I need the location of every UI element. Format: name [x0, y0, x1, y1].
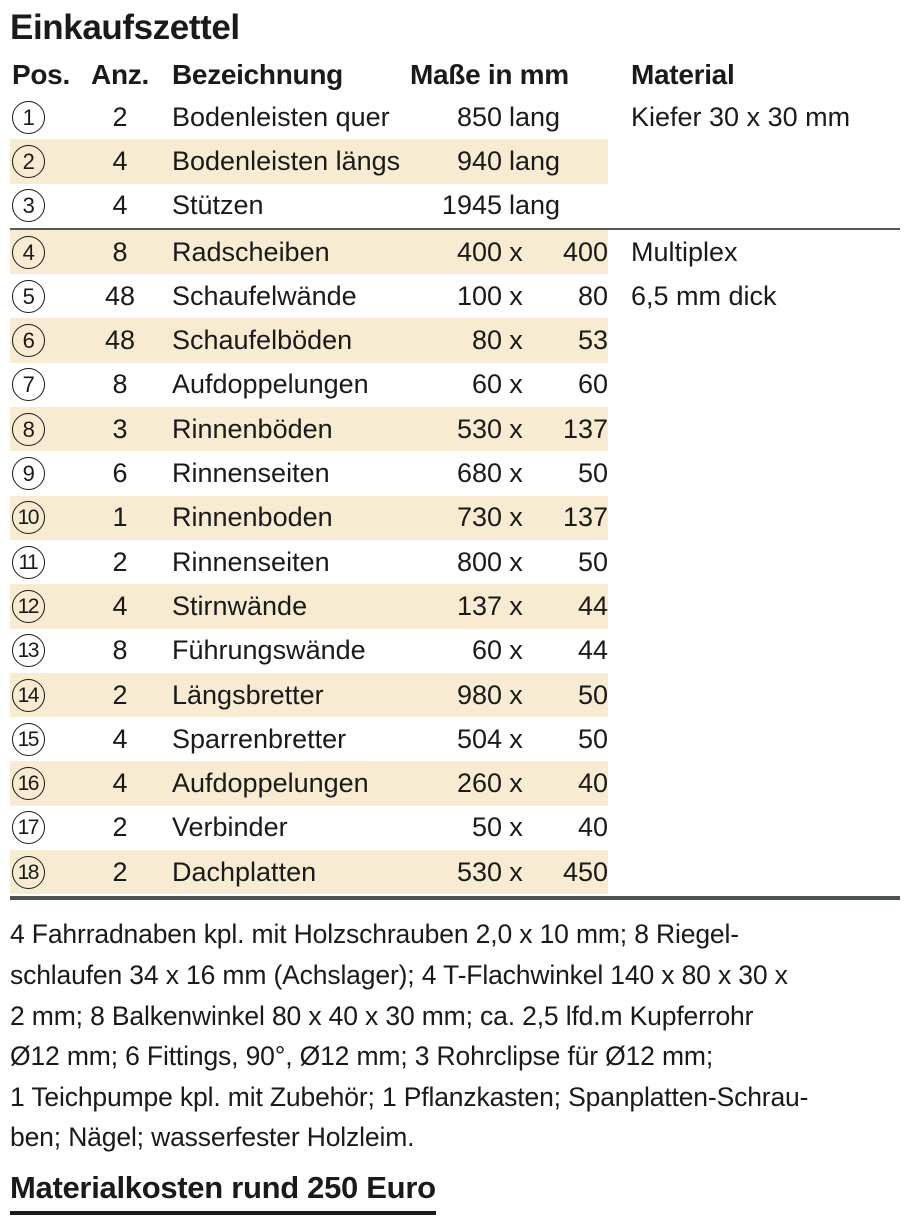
dimension-second-value: 50 [577, 546, 608, 577]
cell-material: 6,5 mm dick [631, 280, 777, 311]
cell-quantity: 2 [112, 101, 128, 132]
dimension-suffix: lang [509, 145, 561, 176]
cell-description: Verbinder [172, 812, 288, 843]
position-circle-badge: 18 [12, 856, 45, 889]
dimension-second-value: 50 [577, 458, 608, 489]
cell-dimensions [410, 192, 608, 219]
table-row [10, 629, 900, 673]
cell-dimensions [410, 679, 608, 710]
dimension-first-value: 940 [456, 145, 502, 176]
dimension-second-value: 40 [577, 768, 608, 799]
dimension-second-value: 50 [577, 723, 608, 754]
table-row [10, 717, 900, 761]
cell-quantity: 4 [112, 723, 128, 754]
cell-quantity: 2 [112, 546, 128, 577]
position-circle-badge: 5 [12, 280, 45, 313]
cell-description: Dachplatten [172, 856, 317, 887]
cell-description: Rinnenseiten [172, 546, 330, 577]
dimension-first-value: 504 [456, 723, 502, 754]
dimension-second-value: 137 [562, 502, 608, 533]
cell-position [10, 280, 78, 313]
cell-quantity: 4 [112, 190, 128, 221]
column-header-masse-label: Maße in mm [410, 58, 569, 90]
dimension-separator: x [509, 236, 523, 267]
cell-dimensions [410, 280, 608, 311]
cell-material: Multiplex [631, 236, 738, 267]
table-row [10, 540, 900, 584]
cell-quantity: 4 [112, 768, 128, 799]
table-row [10, 274, 900, 318]
column-header-bezeichnung: Bezeichnung [172, 58, 343, 90]
dimension-separator: x [509, 812, 523, 843]
position-circle-badge: 11 [12, 546, 45, 579]
dimension-first-value: 100 [456, 280, 502, 311]
position-circle-badge: 17 [12, 811, 45, 844]
dimension-first-value: 980 [456, 679, 502, 710]
dimension-first-value: 850 [456, 101, 502, 132]
cell-position [10, 413, 78, 446]
dimension-suffix: lang [509, 101, 561, 132]
cell-dimensions [410, 236, 608, 267]
cell-dimensions [410, 460, 608, 487]
dimension-second-value: 44 [577, 590, 608, 621]
dimension-first-value: 260 [456, 768, 502, 799]
cell-dimensions [410, 856, 608, 887]
cell-description: Rinnenseiten [172, 458, 330, 489]
dimension-second-value: 400 [562, 236, 608, 267]
dimension-second-value: 450 [562, 856, 608, 887]
cell-position [10, 590, 78, 623]
notes-line: 4 Fahrradnaben kpl. mit Holzschrauben 2,0 x 10 mm; 8 Riegel- [10, 919, 739, 950]
position-circle-badge: 1 [12, 101, 45, 134]
cell-quantity: 6 [112, 458, 128, 489]
dimension-separator: x [509, 458, 523, 489]
position-circle-badge: 12 [12, 590, 45, 623]
table-row [10, 139, 900, 183]
cell-dimensions [410, 145, 608, 176]
cell-dimensions [410, 371, 608, 398]
cell-description: Führungswände [172, 635, 366, 666]
cell-description: Aufdoppelungen [172, 369, 369, 400]
position-circle-badge: 3 [12, 189, 45, 222]
cell-position [10, 324, 78, 357]
column-header-anz: Anz. [91, 58, 149, 90]
cell-quantity: 2 [112, 812, 128, 843]
cell-description: Rinnenboden [172, 502, 333, 533]
notes-line: ben; Nägel; wasserfester Holzleim. [10, 1122, 415, 1153]
dimension-first-value: 400 [456, 236, 502, 267]
cell-quantity: 4 [112, 590, 128, 621]
dimension-first-value: 680 [456, 458, 502, 489]
cell-description: Schaufelböden [172, 325, 353, 356]
position-circle-badge: 9 [12, 457, 45, 490]
dimension-separator: x [509, 856, 523, 887]
dimension-first-value: 530 [456, 413, 502, 444]
dimension-first-value: 530 [456, 856, 502, 887]
position-circle-badge: 2 [12, 145, 45, 178]
cell-dimensions [410, 504, 608, 531]
cell-description: Stützen [172, 190, 264, 221]
position-circle-badge: 14 [12, 679, 45, 712]
cell-position [10, 457, 78, 490]
table-header-row [10, 54, 900, 95]
table-row [10, 584, 900, 628]
dimension-second-value: 50 [577, 679, 608, 710]
cell-quantity: 8 [112, 236, 128, 267]
dimension-separator: x [509, 635, 523, 666]
cell-description: Rinnenböden [172, 413, 333, 444]
cell-position [10, 189, 78, 222]
cell-quantity: 8 [112, 635, 128, 666]
dimension-first-value: 800 [456, 546, 502, 577]
cell-position [10, 546, 78, 579]
cell-position [10, 236, 78, 269]
dimension-second-value: 60 [577, 369, 608, 400]
cell-description: Stirnwände [172, 590, 308, 621]
cell-quantity: 1 [112, 502, 128, 533]
cell-dimensions [410, 770, 608, 797]
table-body [10, 95, 900, 894]
dimension-first-value: 137 [456, 590, 502, 621]
cell-dimensions [410, 637, 608, 664]
cell-position [10, 723, 78, 756]
position-circle-badge: 15 [12, 723, 45, 756]
cell-position [10, 634, 78, 667]
cell-quantity: 8 [112, 369, 128, 400]
dimension-first-value: 80 [471, 325, 502, 356]
cell-dimensions [410, 546, 608, 577]
dimension-second-value: 53 [577, 325, 608, 356]
cell-description: Bodenleisten längs [172, 145, 401, 176]
cell-dimensions [410, 590, 608, 621]
table-row [10, 363, 900, 407]
column-header-pos: Pos. [12, 58, 70, 90]
table-row [10, 407, 900, 451]
dimension-second-value: 40 [577, 812, 608, 843]
cell-position [10, 767, 78, 800]
position-circle-badge: 10 [12, 501, 45, 534]
dimension-separator: x [509, 280, 523, 311]
cell-quantity: 48 [104, 325, 136, 356]
page-title: Einkaufszettel [10, 8, 240, 47]
position-circle-badge: 4 [12, 236, 45, 269]
dimension-first-value: 60 [471, 635, 502, 666]
table-row [10, 673, 900, 717]
dimension-separator: x [509, 590, 523, 621]
column-header-masse [410, 58, 608, 90]
cell-position [10, 368, 78, 401]
cell-dimensions [410, 413, 608, 444]
cell-quantity: 3 [112, 413, 128, 444]
notes-line: 1 Teichpumpe kpl. mit Zubehör; 1 Pflanzkasten; Spanplatten-Schrau- [10, 1081, 809, 1112]
table-row [10, 451, 900, 495]
cell-description: Bodenleisten quer [172, 101, 390, 132]
cell-description: Längsbretter [172, 679, 324, 710]
cell-description: Sparrenbretter [172, 723, 347, 754]
position-circle-badge: 8 [12, 413, 45, 446]
dimension-separator: x [509, 546, 523, 577]
table-row [10, 318, 900, 362]
cell-quantity: 48 [104, 280, 136, 311]
cell-description: Aufdoppelungen [172, 768, 369, 799]
notes-line: Ø12 mm; 6 Fittings, 90°, Ø12 mm; 3 Rohrclipse für Ø12 mm; [10, 1041, 714, 1072]
dimension-first-value: 60 [471, 369, 502, 400]
table-row [10, 496, 900, 540]
dimension-second-value: 137 [562, 413, 608, 444]
table-row [10, 761, 900, 805]
position-circle-badge: 6 [12, 324, 45, 357]
cell-position [10, 856, 78, 889]
cell-position [10, 145, 78, 178]
dimension-separator: x [509, 679, 523, 710]
cell-quantity: 4 [112, 145, 128, 176]
table-row [10, 850, 900, 894]
cell-position [10, 501, 78, 534]
dimension-separator: x [509, 502, 523, 533]
materials-notes [10, 914, 900, 1158]
dimension-second-value: 80 [577, 280, 608, 311]
dimension-second-value: 44 [577, 635, 608, 666]
cell-dimensions [410, 814, 608, 841]
notes-line: schlaufen 34 x 16 mm (Achslager); 4 T-Flachwinkel 140 x 80 x 30 x [10, 959, 788, 990]
dimension-first-value: 730 [456, 502, 502, 533]
cell-position [10, 101, 78, 134]
column-header-material: Material [631, 58, 735, 90]
table-row [10, 184, 900, 228]
table-row [10, 806, 900, 850]
cell-description: Schaufelwände [172, 280, 357, 311]
cell-position [10, 679, 78, 712]
table-row [10, 230, 900, 274]
cell-quantity: 2 [112, 856, 128, 887]
dimension-separator: x [509, 325, 523, 356]
cell-quantity: 2 [112, 679, 128, 710]
notes-line: 2 mm; 8 Balkenwinkel 80 x 40 x 30 mm; ca. 2,5 lfd.m Kupferrohr [10, 1000, 754, 1031]
position-circle-badge: 13 [12, 634, 45, 667]
parts-table [0, 54, 910, 894]
dimension-separator: x [509, 768, 523, 799]
material-cost-footer: Materialkosten rund 250 Euro [10, 1170, 436, 1215]
table-row [10, 95, 900, 139]
dimension-first-value: 1945 [441, 190, 502, 221]
position-circle-badge: 7 [12, 368, 45, 401]
cell-material: Kiefer 30 x 30 mm [631, 101, 851, 132]
cell-dimensions [410, 327, 608, 354]
cell-position [10, 811, 78, 844]
cell-description: Radscheiben [172, 236, 330, 267]
cell-dimensions [410, 723, 608, 754]
dimension-separator: x [509, 723, 523, 754]
position-circle-badge: 16 [12, 767, 45, 800]
table-bottom-rule [10, 896, 900, 900]
dimension-suffix: lang [509, 190, 561, 221]
cell-dimensions [410, 101, 608, 132]
dimension-separator: x [509, 413, 523, 444]
dimension-separator: x [509, 369, 523, 400]
dimension-first-value: 50 [471, 812, 502, 843]
